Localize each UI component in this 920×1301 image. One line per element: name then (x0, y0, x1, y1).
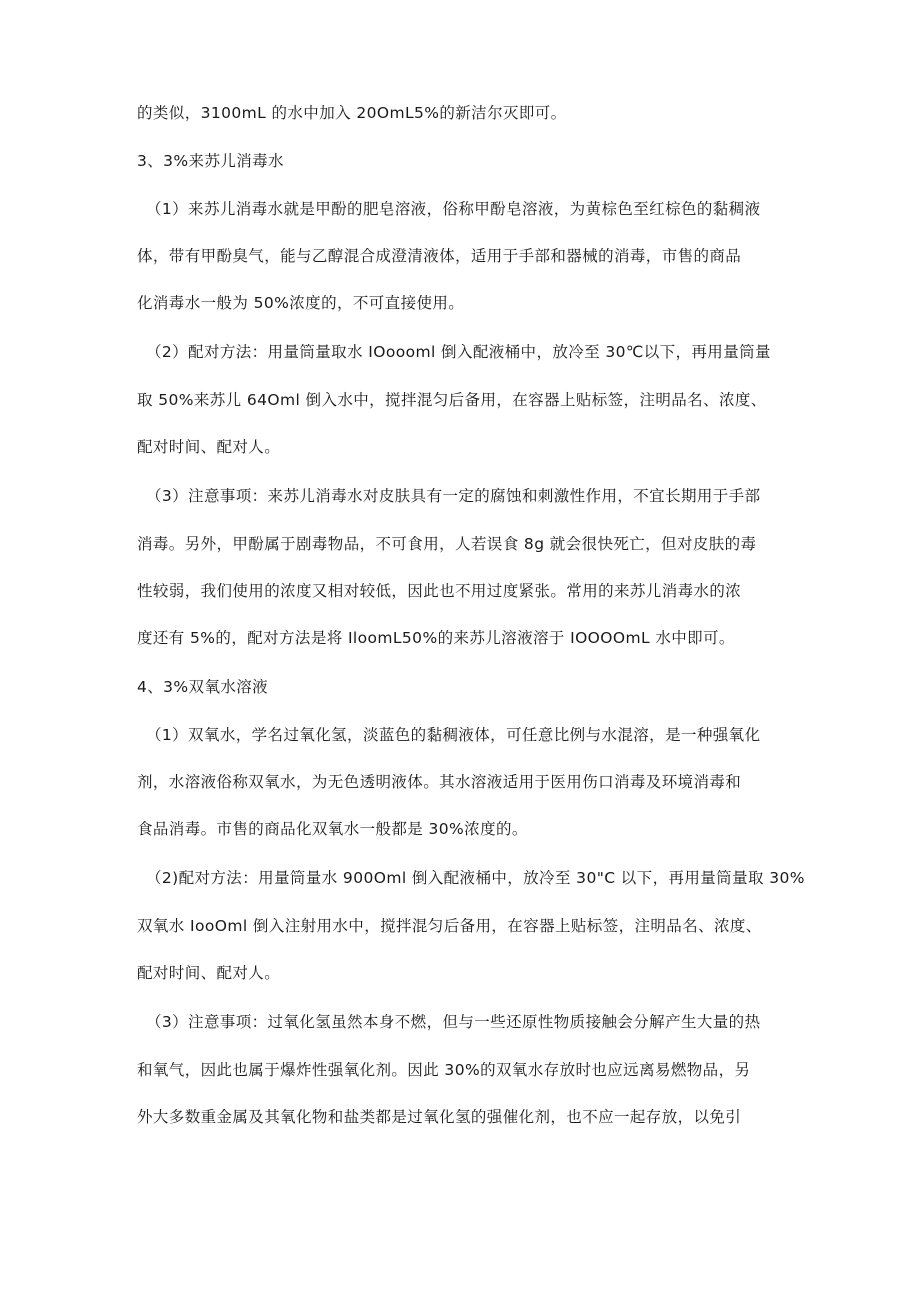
section-heading-4: 4、3%双氧水溶液 (137, 678, 269, 696)
text-line-7: 取 50%来苏儿 64Oml 倒入水中，搅拌混匀后备用，在容器上贴标签，注明品名、浓度、 (137, 391, 767, 409)
text-line-4: 体，带有甲酚臭气，能与乙醇混合成澄清液体，适用于手部和器械的消毒，市售的商品 (137, 247, 742, 265)
text-line-5: 化消毒水一般为 50%浓度的，不可直接使用。 (137, 294, 465, 312)
section-heading-3: 3、3%来苏儿消毒水 (137, 152, 284, 170)
text-line-14: （1）双氧水，学名过氧化氢，淡蓝色的黏稠液体，可任意比例与水混溶，是一种强氧化 (146, 726, 761, 744)
text-line-9: （3）注意事项：来苏儿消毒水对皮肤具有一定的腐蚀和刺激性作用，不宜长期用于手部 (146, 487, 761, 505)
text-line-20: （3）注意事项：过氧化氢虽然本身不燃，但与一些还原性物质接触会分解产生大量的热 (146, 1013, 761, 1031)
text-line-10: 消毒。另外，甲酚属于剧毒物品，不可食用，人若误食 8g 就会很快死亡，但对皮肤的毒 (137, 535, 757, 553)
text-line-18: 双氧水 IooOml 倒入注射用水中，搅拌混匀后备用，在容器上贴标签，注明品名、浓度、 (137, 917, 762, 935)
text-line-6: （2）配对方法：用量筒量取水 IOoooml 倒入配液桶中，放冷至 30℃以下，再用量筒量 (146, 343, 771, 361)
text-line-1: 的类似，3100mL 的水中加入 20OmL5%的新洁尔灭即可。 (137, 104, 567, 122)
text-line-21: 和氧气，因此也属于爆炸性强氧化剂。因此 30%的双氧水存放时也应远离易燃物品，另 (137, 1061, 751, 1079)
text-line-11: 性较弱，我们使用的浓度又相对较低，因此也不用过度紧张。常用的来苏儿消毒水的浓 (137, 582, 742, 600)
text-line-16: 食品消毒。市售的商品化双氧水一般都是 30%浓度的。 (137, 820, 528, 838)
text-line-17: （2)配对方法：用量筒量水 900Oml 倒入配液桶中，放冷至 30"C 以下，再用量筒量取 30% (146, 869, 805, 887)
text-line-8: 配对时间、配对人。 (137, 438, 281, 456)
text-line-15: 剂，水溶液俗称双氧水，为无色透明液体。其水溶液适用于医用伤口消毒及环境消毒和 (137, 773, 742, 791)
text-line-19: 配对时间、配对人。 (137, 964, 281, 982)
text-line-3: （1）来苏儿消毒水就是甲酚的肥皂溶液，俗称甲酚皂溶液，为黄棕色至红棕色的黏稠液 (146, 200, 761, 218)
text-line-12: 度还有 5%的，配对方法是将 IloomL50%的来苏儿溶液溶于 IOOOOmL 水中即可。 (137, 629, 735, 647)
text-line-22: 外大多数重金属及其氧化物和盐类都是过氧化氢的强催化剂，也不应一起存放，以免引 (137, 1108, 742, 1126)
